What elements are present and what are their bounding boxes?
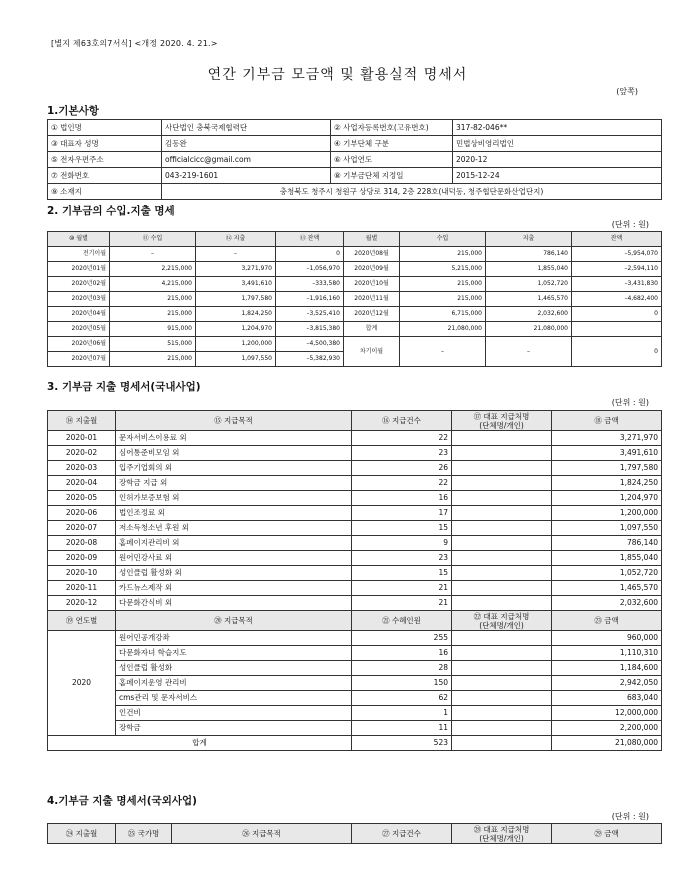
yearly-row	[48, 646, 662, 661]
count-cell: 9	[352, 536, 452, 551]
recipient-cell	[452, 691, 552, 706]
amount-cell: 1,052,720	[552, 566, 662, 581]
section-1-title: 1.기본사항	[47, 105, 99, 117]
beneficiary-count-cell: 16	[352, 646, 452, 661]
yearly-row	[48, 721, 662, 736]
amount-cell: 2,200,000	[552, 721, 662, 736]
income-row	[48, 307, 662, 322]
info-value: 김동완	[162, 136, 331, 152]
amount-cell: 1,184,600	[552, 661, 662, 676]
info-value: 사단법인 충북국제협력단	[162, 120, 331, 136]
expense-cell: 1,797,580	[196, 292, 276, 307]
purpose-cell: 홈페이지운영 관리비	[116, 676, 352, 691]
beneficiary-count-cell: 150	[352, 676, 452, 691]
recipient-cell	[452, 476, 552, 491]
month-cell: 전기이월	[48, 247, 110, 262]
income-header-row	[48, 232, 662, 247]
month-cell: 2020-01	[48, 431, 116, 446]
address-label: ⑨ 소재지	[48, 184, 162, 200]
month-cell: 2020-04	[48, 476, 116, 491]
amount-cell: 960,000	[552, 631, 662, 646]
amount-cell: 786,140	[552, 536, 662, 551]
expense-cell: –	[196, 247, 276, 262]
domestic-row	[48, 431, 662, 446]
balance-cell: 0	[572, 307, 662, 322]
carry-over-balance: 0	[572, 337, 662, 367]
total-label: 합계	[48, 736, 352, 751]
income-cell: 915,000	[110, 322, 196, 337]
beneficiary-count-cell: 28	[352, 661, 452, 676]
purpose-cell: 법인조정료 외	[116, 506, 352, 521]
count-cell: 26	[352, 461, 452, 476]
recipient-cell	[452, 661, 552, 676]
column-header: ㉑ 수혜인원	[352, 611, 452, 631]
purpose-cell: 홈페이지관리비 외	[116, 536, 352, 551]
income-cell: 4,215,000	[110, 277, 196, 292]
month-cell: 2020년09월	[344, 262, 400, 277]
column-header: 지출	[486, 232, 572, 247]
column-header: 잔액	[572, 232, 662, 247]
domestic-header-row	[48, 411, 662, 431]
column-header: ㉕ 국가명	[116, 824, 172, 844]
income-row	[48, 337, 662, 352]
purpose-cell: 장학금 지급 외	[116, 476, 352, 491]
expense-cell: 2,032,600	[486, 307, 572, 322]
info-value: 317-82-046**	[453, 120, 662, 136]
domestic-row	[48, 536, 662, 551]
recipient-cell	[452, 431, 552, 446]
address-value: 충청북도 청주시 청원구 상당로 314, 2층 228호(내덕동, 청주협단문화산업단지)	[162, 184, 662, 200]
count-cell: 22	[352, 431, 452, 446]
balance-cell: –3,431,830	[572, 277, 662, 292]
count-cell: 15	[352, 521, 452, 536]
beneficiary-count-cell: 62	[352, 691, 452, 706]
balance-cell: 0	[276, 247, 344, 262]
expense-cell: 1,097,550	[196, 352, 276, 367]
month-cell: 2020년03월	[48, 292, 110, 307]
month-cell: 2020년06월	[48, 337, 110, 352]
purpose-cell: 심어통준비모임 외	[116, 446, 352, 461]
info-label: ⑦ 전화번호	[48, 168, 162, 184]
section-3-unit: (단위 : 원)	[611, 398, 649, 407]
recipient-cell	[452, 676, 552, 691]
recipient-cell	[452, 581, 552, 596]
purpose-cell: 다문화간식비 외	[116, 596, 352, 611]
recipient-cell	[452, 536, 552, 551]
info-label: ③ 대표자 성명	[48, 136, 162, 152]
recipient-cell	[452, 596, 552, 611]
column-header: ⑯ 지급건수	[352, 411, 452, 431]
income-cell: 2,215,000	[110, 262, 196, 277]
section-2-unit: (단위 : 원)	[611, 220, 649, 229]
recipient-cell	[452, 721, 552, 736]
page-side-label: (앞쪽)	[616, 87, 638, 96]
recipient-cell	[452, 646, 552, 661]
income-cell: 515,000	[110, 337, 196, 352]
income-cell: 215,000	[110, 352, 196, 367]
info-row	[48, 120, 662, 136]
recipient-cell	[452, 631, 552, 646]
yearly-row	[48, 691, 662, 706]
column-header: ㉒ 대표 지급처명 (단체명/개인)	[452, 611, 552, 631]
month-cell: 2020-03	[48, 461, 116, 476]
column-header: ㉖ 지급목적	[172, 824, 352, 844]
purpose-cell: 저소득청소년 후원 외	[116, 521, 352, 536]
count-cell: 15	[352, 566, 452, 581]
month-cell: 2020년05월	[48, 322, 110, 337]
carry-over-income: –	[400, 337, 486, 367]
income-cell: 215,000	[110, 292, 196, 307]
domestic-row	[48, 521, 662, 536]
amount-cell: 12,000,000	[552, 706, 662, 721]
column-header: ㉙ 금액	[552, 824, 662, 844]
column-header: ㉗ 지급건수	[352, 824, 452, 844]
expense-cell: 786,140	[486, 247, 572, 262]
domestic-row	[48, 581, 662, 596]
domestic-row	[48, 446, 662, 461]
info-label: ⑥ 사업연도	[331, 152, 453, 168]
info-label: ⑤ 전자우편주소	[48, 152, 162, 168]
count-cell: 22	[352, 476, 452, 491]
yearly-row	[48, 631, 662, 646]
domestic-row	[48, 596, 662, 611]
income-cell: 215,000	[400, 277, 486, 292]
overseas-header-row	[48, 824, 662, 844]
section-2-title: 2. 기부금의 수입.지출 명세	[47, 205, 175, 217]
month-cell: 2020-09	[48, 551, 116, 566]
domestic-row	[48, 461, 662, 476]
column-header: ㉔ 지출월	[48, 824, 116, 844]
info-value: 2020-12	[453, 152, 662, 168]
column-header: ⑩ 월별	[48, 232, 110, 247]
purpose-cell: 문자서비스이용료 외	[116, 431, 352, 446]
amount-cell: 1,824,250	[552, 476, 662, 491]
amount-cell: 683,040	[552, 691, 662, 706]
info-value: 민법상비영리법인	[453, 136, 662, 152]
amount-cell: 2,942,050	[552, 676, 662, 691]
balance-cell: –2,594,110	[572, 262, 662, 277]
month-cell: 2020년10월	[344, 277, 400, 292]
count-cell: 23	[352, 446, 452, 461]
domestic-row	[48, 476, 662, 491]
total-row	[48, 736, 662, 751]
month-cell: 합계	[344, 322, 400, 337]
count-cell: 21	[352, 596, 452, 611]
amount-cell: 1,204,970	[552, 491, 662, 506]
recipient-cell	[452, 461, 552, 476]
info-value: officialcicc@gmail.com	[162, 152, 331, 168]
month-cell: 2020-07	[48, 521, 116, 536]
column-header: ⑳ 지급목적	[116, 611, 352, 631]
column-header: ⑭ 지출월	[48, 411, 116, 431]
income-cell: 215,000	[400, 292, 486, 307]
income-cell: 215,000	[400, 247, 486, 262]
column-header: ⑲ 연도별	[48, 611, 116, 631]
empty-cell	[452, 736, 552, 751]
month-cell: 2020-05	[48, 491, 116, 506]
carry-over-expense: –	[486, 337, 572, 367]
amount-cell: 1,797,580	[552, 461, 662, 476]
month-cell: 2020년02월	[48, 277, 110, 292]
income-cell: 6,715,000	[400, 307, 486, 322]
basic-info-table	[47, 119, 662, 200]
overseas-expense-table	[47, 823, 662, 844]
balance-cell: –3,815,380	[276, 322, 344, 337]
info-row	[48, 152, 662, 168]
balance-cell: –1,916,160	[276, 292, 344, 307]
expense-cell: 21,080,000	[486, 322, 572, 337]
recipient-cell	[452, 506, 552, 521]
expense-cell: 1,200,000	[196, 337, 276, 352]
amount-cell: 1,855,040	[552, 551, 662, 566]
income-cell: 215,000	[110, 307, 196, 322]
month-cell: 2020년12월	[344, 307, 400, 322]
income-cell: 21,080,000	[400, 322, 486, 337]
column-header: ⑱ 금액	[552, 411, 662, 431]
count-cell: 21	[352, 581, 452, 596]
income-cell: –	[110, 247, 196, 262]
info-label: ④ 기부단체 구분	[331, 136, 453, 152]
balance-cell: –4,500,380	[276, 337, 344, 352]
column-header: ⑰ 대표 지급처명 (단체명/개인)	[452, 411, 552, 431]
domestic-row	[48, 506, 662, 521]
count-cell: 23	[352, 551, 452, 566]
purpose-cell: cms관리 및 문자서비스	[116, 691, 352, 706]
purpose-cell: 인허가보증보험 외	[116, 491, 352, 506]
info-value: 2015-12-24	[453, 168, 662, 184]
income-row	[48, 292, 662, 307]
amount-cell: 2,032,600	[552, 596, 662, 611]
balance-cell: –333,580	[276, 277, 344, 292]
count-cell: 16	[352, 491, 452, 506]
balance-cell: –5,382,930	[276, 352, 344, 367]
yearly-row	[48, 706, 662, 721]
domestic-expense-table	[47, 410, 662, 751]
purpose-cell: 성인클럽 활성화 외	[116, 566, 352, 581]
beneficiary-count-cell: 11	[352, 721, 452, 736]
column-header: ㉓ 금액	[552, 611, 662, 631]
income-row	[48, 277, 662, 292]
domestic-header-row-2	[48, 611, 662, 631]
info-row-address	[48, 184, 662, 200]
column-header: ⑮ 지급목적	[116, 411, 352, 431]
month-cell: 2020-12	[48, 596, 116, 611]
balance-cell	[572, 322, 662, 337]
expense-cell: 3,271,970	[196, 262, 276, 277]
month-cell: 2020-08	[48, 536, 116, 551]
amount-cell: 1,097,550	[552, 521, 662, 536]
amount-cell: 1,200,000	[552, 506, 662, 521]
beneficiary-count-cell: 1	[352, 706, 452, 721]
purpose-cell: 원어민강사료 외	[116, 551, 352, 566]
expense-cell: 1,052,720	[486, 277, 572, 292]
info-label: ⑧ 기부금단체 지정일	[331, 168, 453, 184]
expense-cell: 1,855,040	[486, 262, 572, 277]
column-header: 수입	[400, 232, 486, 247]
column-header: 월별	[344, 232, 400, 247]
purpose-cell: 다문화자녀 학습지도	[116, 646, 352, 661]
domestic-row	[48, 551, 662, 566]
column-header: ㉘ 대표 지급처명 (단체명/개인)	[452, 824, 552, 844]
income-row	[48, 262, 662, 277]
section-3-title: 3. 기부금 지출 명세서(국내사업)	[47, 381, 201, 393]
expense-cell: 1,465,570	[486, 292, 572, 307]
column-header: ⑬ 잔액	[276, 232, 344, 247]
form-note: [별지 제63호의7서식] <개정 2020. 4. 21.>	[51, 39, 218, 48]
column-header: ⑪ 수입	[110, 232, 196, 247]
column-header: ⑫ 지출	[196, 232, 276, 247]
amount-cell: 3,491,610	[552, 446, 662, 461]
month-cell: 2020-02	[48, 446, 116, 461]
purpose-cell: 장학금	[116, 721, 352, 736]
info-row	[48, 168, 662, 184]
income-cell: 5,215,000	[400, 262, 486, 277]
carry-over-label: 차기이월	[344, 337, 400, 367]
purpose-cell: 원어민공개강좌	[116, 631, 352, 646]
section-4-unit: (단위 : 원)	[611, 812, 649, 821]
info-label: ① 법인명	[48, 120, 162, 136]
recipient-cell	[452, 551, 552, 566]
document-title: 연간 기부금 모금액 및 활용실적 명세서	[207, 67, 468, 83]
expense-cell: 1,824,250	[196, 307, 276, 322]
yearly-row	[48, 661, 662, 676]
count-cell: 17	[352, 506, 452, 521]
info-label: ② 사업자등록번호(고유번호)	[331, 120, 453, 136]
month-cell: 2020년08월	[344, 247, 400, 262]
amount-cell: 1,110,310	[552, 646, 662, 661]
section-4-title: 4.기부금 지출 명세서(국외사업)	[47, 795, 197, 807]
yearly-row	[48, 676, 662, 691]
purpose-cell: 카드뉴스제작 외	[116, 581, 352, 596]
balance-cell: –4,682,400	[572, 292, 662, 307]
month-cell: 2020년07월	[48, 352, 110, 367]
beneficiary-count-cell: 255	[352, 631, 452, 646]
purpose-cell: 성인클럽 활성화	[116, 661, 352, 676]
expense-cell: 1,204,970	[196, 322, 276, 337]
recipient-cell	[452, 566, 552, 581]
info-row	[48, 136, 662, 152]
purpose-cell: 인건비	[116, 706, 352, 721]
year-cell: 2020	[48, 631, 116, 736]
amount-cell: 1,465,570	[552, 581, 662, 596]
total-amount: 21,080,000	[552, 736, 662, 751]
domestic-row	[48, 491, 662, 506]
recipient-cell	[452, 521, 552, 536]
amount-cell: 3,271,970	[552, 431, 662, 446]
month-cell: 2020-06	[48, 506, 116, 521]
recipient-cell	[452, 446, 552, 461]
purpose-cell: 입주기업회의 외	[116, 461, 352, 476]
recipient-cell	[452, 491, 552, 506]
month-cell: 2020년11월	[344, 292, 400, 307]
month-cell: 2020-10	[48, 566, 116, 581]
income-row	[48, 247, 662, 262]
month-cell: 2020년04월	[48, 307, 110, 322]
total-count: 523	[352, 736, 452, 751]
expense-cell: 3,491,610	[196, 277, 276, 292]
info-value: 043-219-1601	[162, 168, 331, 184]
balance-cell: –3,525,410	[276, 307, 344, 322]
recipient-cell	[452, 706, 552, 721]
income-row	[48, 322, 662, 337]
income-expense-table	[47, 231, 662, 367]
balance-cell: –1,056,970	[276, 262, 344, 277]
month-cell: 2020-11	[48, 581, 116, 596]
month-cell: 2020년01월	[48, 262, 110, 277]
domestic-row	[48, 566, 662, 581]
balance-cell: –5,954,070	[572, 247, 662, 262]
